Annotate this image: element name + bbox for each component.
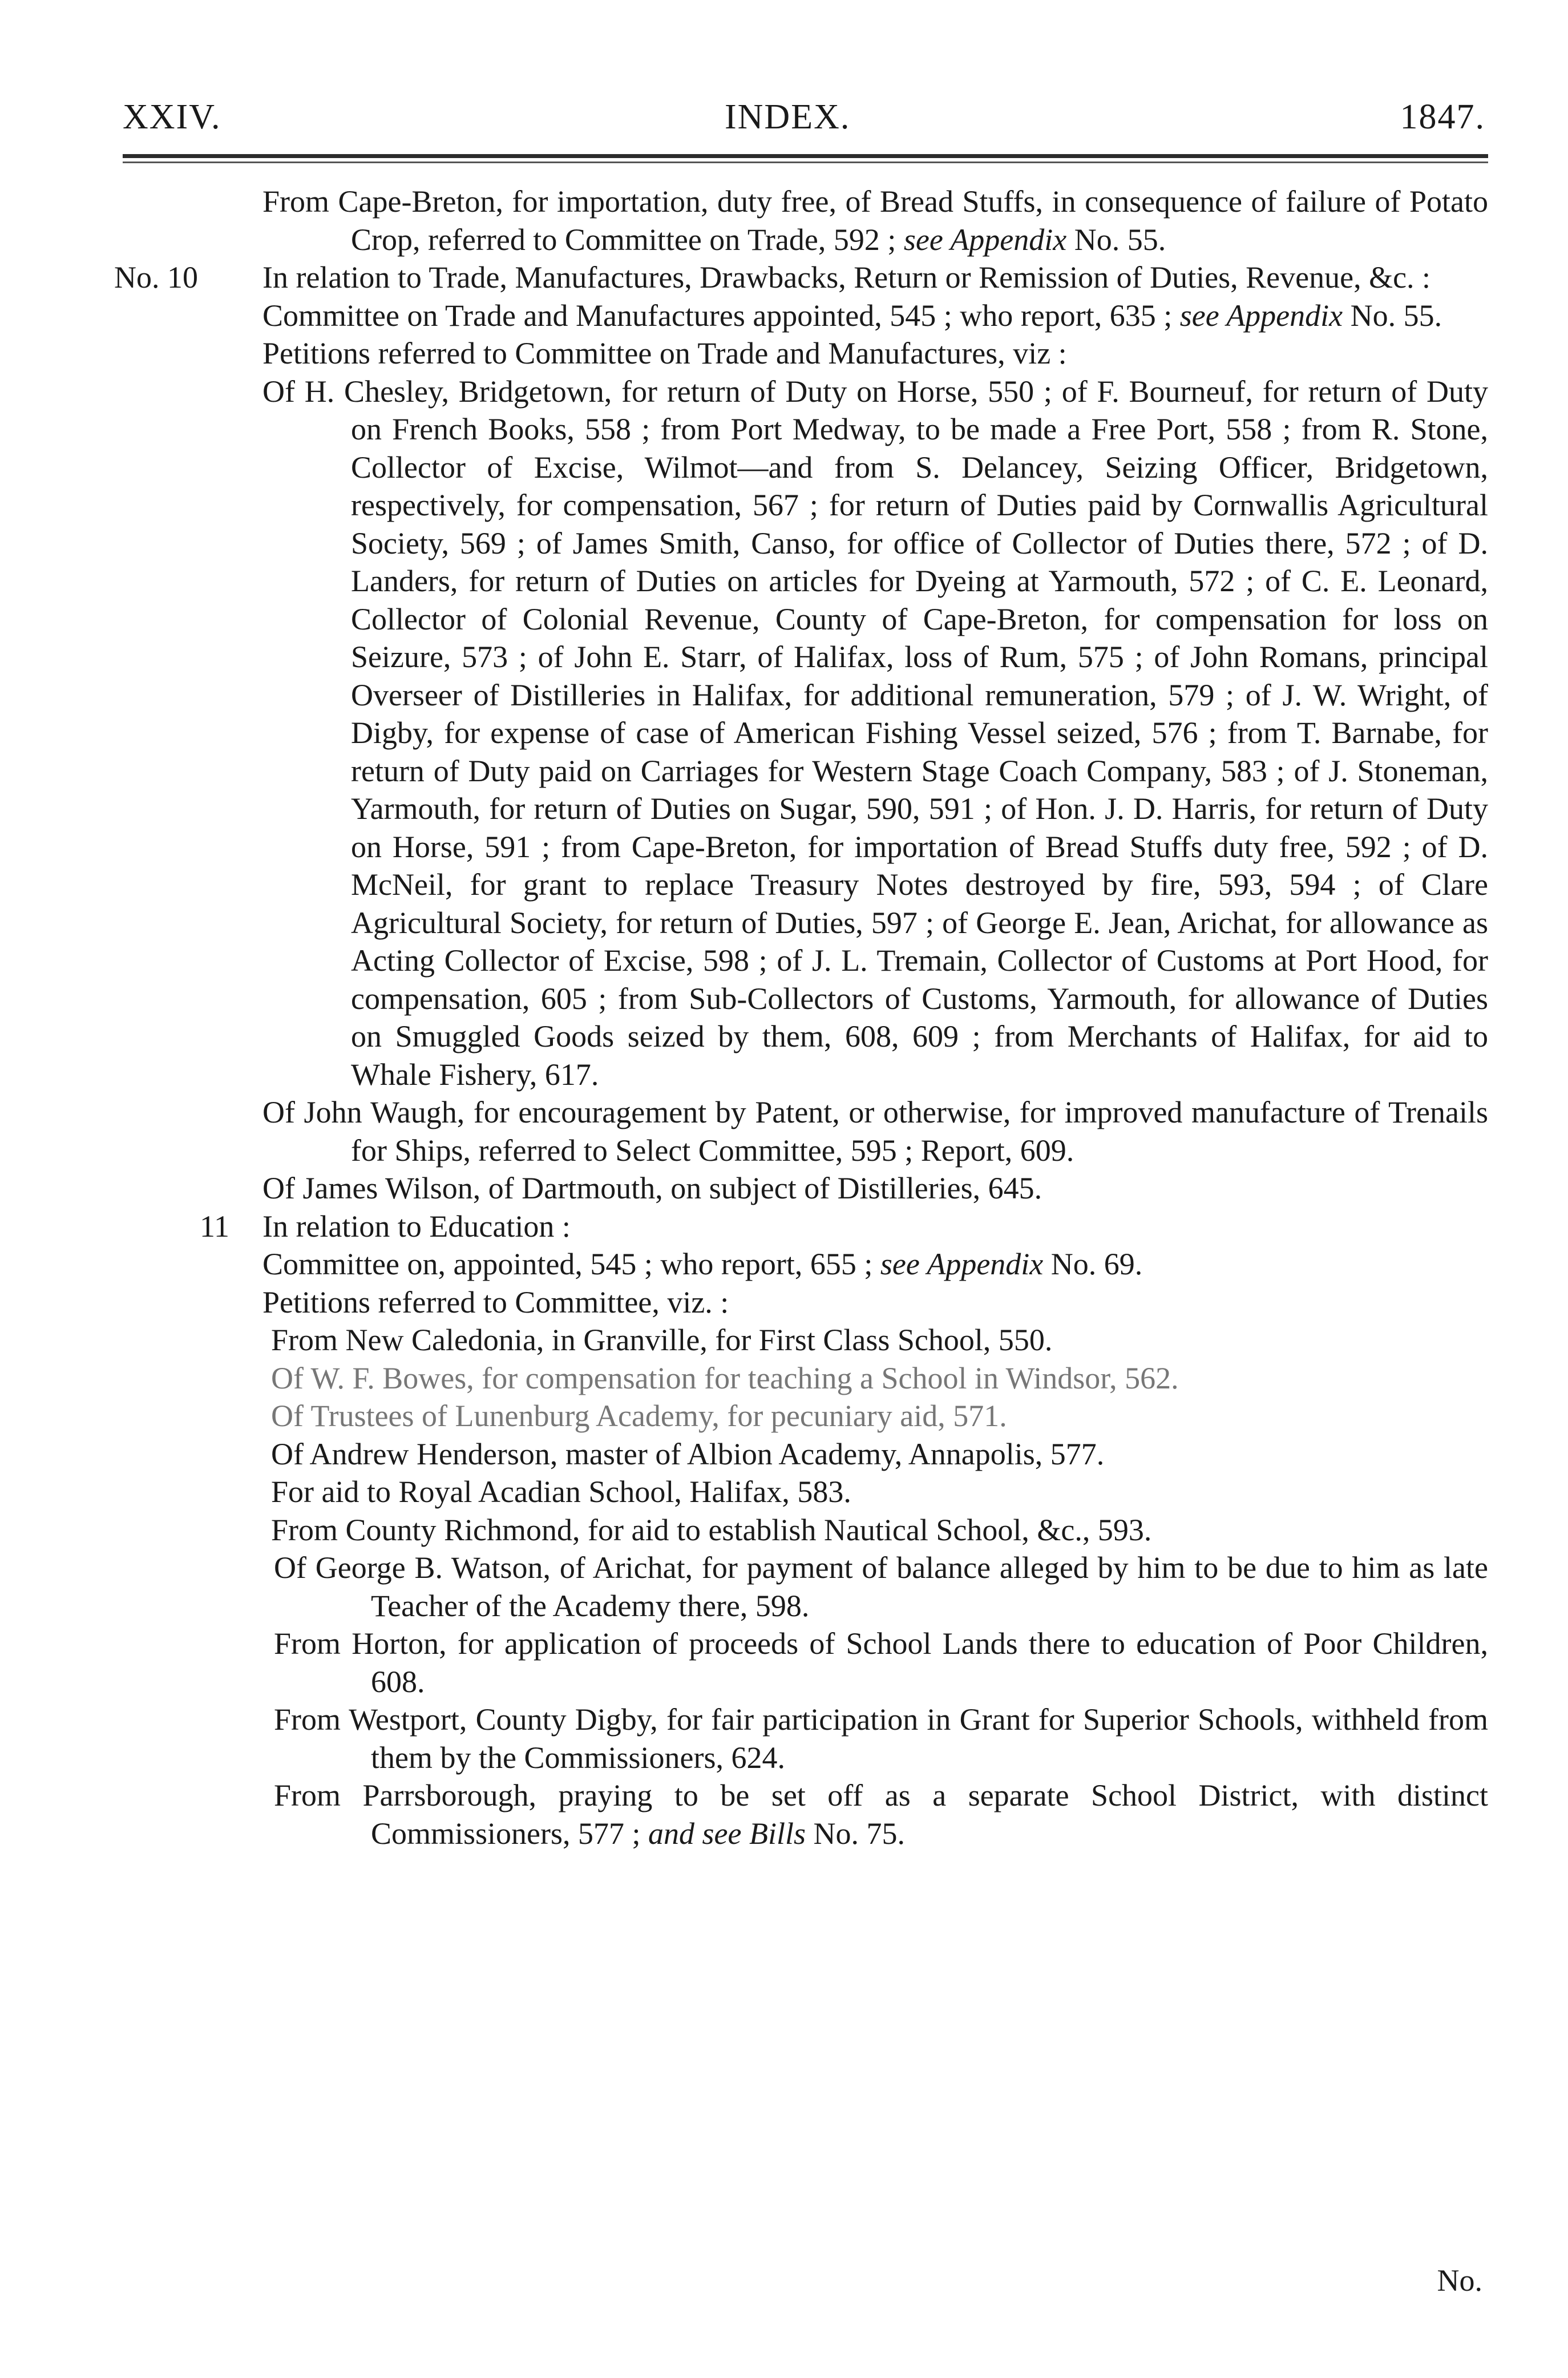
index-entry: Petitions referred to Committee, viz. : [262,1285,729,1319]
section-number: 11 [200,1209,229,1243]
section-heading: In relation to Trade, Manufactures, Drawbacks, Return or Remission of Duties, Revenue, &c. : [262,260,1431,294]
index-entry: Of Andrew Henderson, master of Albion Academy, Annapolis, 577. [271,1436,1105,1471]
index-entry: From Parrsborough, praying to be set off as a separate School District, with distinct Commissioners, 577 ; and see Bills No. 75. [274,1778,1488,1851]
index-entry: Of George B. Watson, of Arichat, for payment of balance alleged by him to be due to him as late Teacher of the Academy there, 598. [274,1551,1488,1623]
header-rule-thick [123,154,1488,158]
index-entry: Of John Waugh, for encouragement by Patent, or otherwise, for improved manufacture of Trenails for Ships, referred to Select Committee, 595 ; Report, 609. [262,1095,1488,1168]
header-rule-thin [123,162,1488,163]
index-entry: From County Richmond, for aid to establish Nautical School, &c., 593. [271,1512,1152,1547]
index-section [114,259,1488,297]
index-entry: From Horton, for application of proceeds of School Lands there to education of Poor Children, 608. [274,1626,1488,1699]
index-entry: Of Trustees of Lunenburg Academy, for pecuniary aid, 571. [271,1399,1007,1433]
section-number: No. 10 [114,260,198,294]
page-number: XXIV. [123,98,221,136]
index-entry: Of H. Chesley, Bridgetown, for return of Duty on Horse, 550 ; of F. Bourneuf, for return of Duty on French Books, 558 ; from Port Medway, to be made a Free Port, 558 ; from R. Stone, Collector of Excise, Wilmot—and from S. Delancey, Seizing Officer, Bridgetown, respectively, for compensation, 567 ; for return of Duties paid by Cornwallis Agricultural Society, 569 ; of James Smith, Canso, for office of Collector of Duties there, 572 ; of D. Landers, for return of Duties on articles for Dyeing at Yarmouth, 572 ; of C. E. Leonard, Collector of Colonial Revenue, County of Cape-Breton, for compensation for loss on Seizure, 573 ; of John E. Starr, of Halifax, loss of Rum, 575 ; of John Romans, principal Overseer of Distilleries in Halifax, for additional remuneration, 579 ; of J. W. Wright, of Digby, for expense of case of American Fishing Vessel seized, 576 ; from T. Barnabe, for return of Duty paid on Carriages for Western Stage Coach Company, 583 ; of J. Stoneman, Yarmouth, for return of Duties on Sugar, 590, 591 ; of Hon. J. D. Harris, for return of Duty on Horse, 591 ; from Cape-Breton, for importation of Bread Stuffs duty free, 592 ; of D. McNeil, for grant to replace Treasury Notes destroyed by fire, 593, 594 ; of Clare Agricultural Society, for return of Duties, 597 ; of George E. Jean, Arichat, for allowance as Acting Collector of Excise, 598 ; of J. L. Tremain, Collector of Customs at Port Hood, for compensation, 605 ; from Sub-Collectors of Customs, Yarmouth, for allowance of Duties on Smuggled Goods seized by them, 608, 609 ; from Merchants of Halifax, for aid to Whale Fishery, 617. [262,374,1488,1092]
page-header [123,86,1485,143]
index-body [114,183,1488,1852]
page-year: 1847. [1400,98,1485,136]
index-entry: Committee on Trade and Manufactures appointed, 545 ; who report, 635 ; see Appendix No. 55. [262,298,1442,333]
index-entry: For aid to Royal Acadian School, Halifax, 583. [271,1475,851,1509]
running-title: INDEX. [725,98,851,136]
index-entry: Of W. F. Bowes, for compensation for teaching a School in Windsor, 562. [271,1360,1179,1395]
index-entry: From New Caledonia, in Granville, for First Class School, 550. [271,1323,1053,1357]
index-entry: Of James Wilson, of Dartmouth, on subject of Distilleries, 645. [262,1171,1042,1205]
index-entry: Petitions referred to Committee on Trade and Manufactures, viz : [262,336,1067,370]
section-heading: In relation to Education : [262,1209,571,1243]
index-section [114,1208,1488,1246]
catchword: No. [1437,2263,1482,2298]
index-entry: From Cape-Breton, for importation, duty free, of Bread Stuffs, in consequence of failure of Potato Crop, referred to Committee on Trade, 592 ; see Appendix No. 55. [262,184,1488,257]
index-entry: Committee on, appointed, 545 ; who report, 655 ; see Appendix No. 69. [262,1247,1143,1281]
index-entry: From Westport, County Digby, for fair participation in Grant for Superior Schools, withheld from them by the Commissioners, 624. [274,1702,1488,1775]
